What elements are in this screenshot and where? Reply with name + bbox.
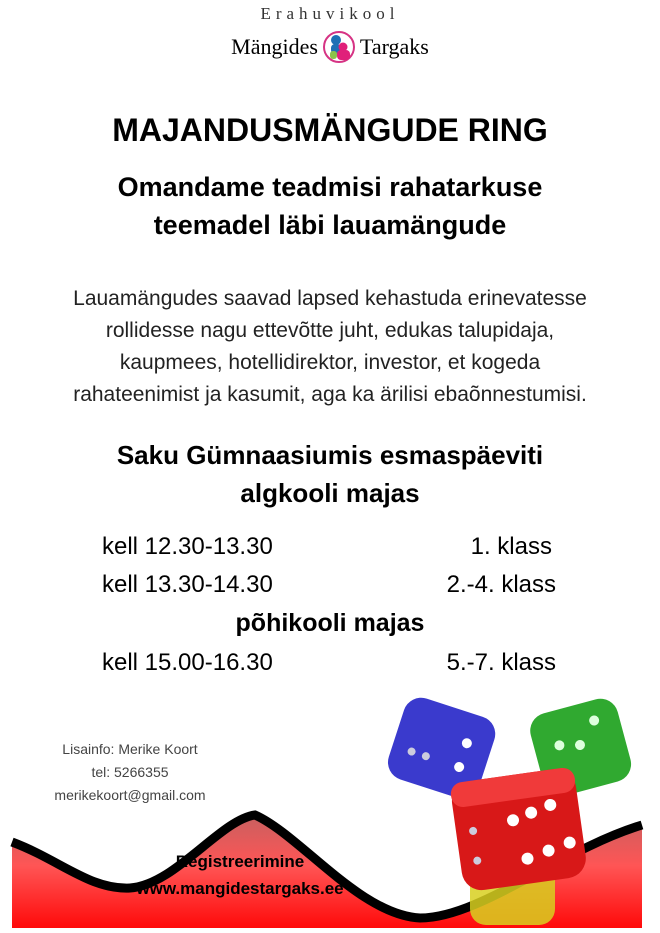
schedule-time: kell 15.00-16.30 (102, 649, 273, 676)
venue-building: algkooli majas (240, 478, 420, 508)
description-line: kaupmees, hotellidirektor, investor, et kogeda (119, 351, 541, 374)
venue (0, 436, 660, 512)
logo-text-left: Mängides (231, 34, 318, 59)
schedule-time: kell 13.30-14.30 (102, 571, 273, 598)
subtitle-line: Omandame teadmisi rahatarkuse (117, 172, 543, 202)
description-line: Lauamängudes saavad lapsed kehastuda erinevatesse (73, 287, 587, 310)
contact-phone: tel: 5266355 (91, 764, 169, 780)
logo (0, 30, 660, 64)
description-line: rahateenimist ja kasumit, aga ka ärilisi ebaõnnestumisi. (73, 383, 587, 406)
schedule-grade: 1. klass (470, 533, 552, 560)
description (0, 283, 660, 411)
registration-label: Registreerimine (175, 852, 305, 871)
schedule-time: kell 12.30-13.30 (102, 533, 273, 560)
organization-label: Erahuvikool (260, 4, 400, 23)
contact-info (30, 738, 230, 807)
schedule-grade: 5.-7. klass (446, 649, 556, 676)
subtitle-line: teemadel läbi lauamängude (153, 210, 507, 240)
contact-email[interactable]: merikekoort@gmail.com (54, 787, 206, 803)
logo-text-right: Targaks (359, 34, 429, 59)
children-logo-icon (322, 30, 356, 64)
venue-line: Saku Gümnaasiumis esmaspäeviti (116, 440, 544, 470)
registration-link[interactable]: www.mangidestargaks.ee (136, 879, 344, 898)
subtitle (0, 168, 660, 244)
second-building: põhikooli majas (235, 609, 425, 637)
registration (100, 848, 380, 902)
page-title: MAJANDUSMÄNGUDE RING (112, 112, 548, 148)
description-line: rollidesse nagu ettevõtte juht, edukas talupidaja, (105, 319, 555, 342)
contact-name: Lisainfo: Merike Koort (62, 741, 198, 757)
schedule-grade: 2.-4. klass (446, 571, 556, 598)
